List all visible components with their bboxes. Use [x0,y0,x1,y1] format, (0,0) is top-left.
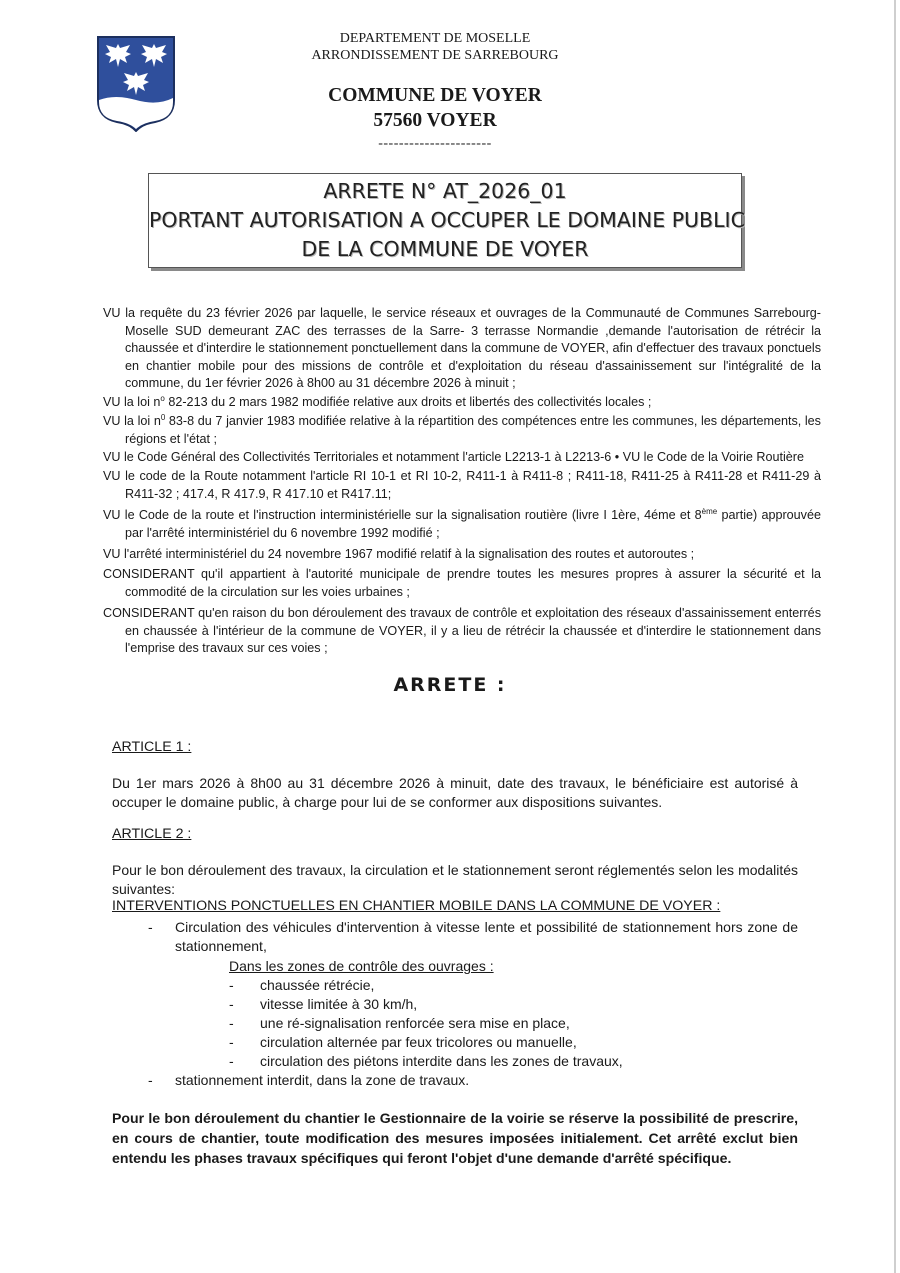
consideration-arrete-1967: VU l'arrêté interministériel du 24 novembre 1967 modifié relatif à la signalisation des routes et autoroutes ; [103,547,695,561]
list-item: - chaussée rétrécie, [229,977,375,993]
list-item: - une ré-signalisation renforcée sera mise en place, [229,1015,570,1031]
consideration-code-route: VU le code de la Route notamment l'article RI 10-1 et RI 10-2, R411-1 à R411-8 ; R411-18, R411-25 à R411-28 et R411-29 à R411-32 ; 417.4, R 417.9, R 417.10 et R417.11; [103,469,821,501]
coat-of-arms-icon [95,34,177,132]
consideration-securite: CONSIDERANT qu'il appartient à l'autorité municipale de prendre toutes les mesures propres à assurer la sécurité et la commodité de la circulation sur les voies urbaines ; [103,567,821,599]
header-commune-block [280,83,590,133]
decree-subject-continued: DE LA COMMUNE DE VOYER [301,237,589,261]
list-item: - vitesse limitée à 30 km/h, [229,996,418,1012]
consideration-travaux: CONSIDERANT qu'en raison du bon déroulement des travaux de contrôle et exploitation des réseaux d'assainissement enterrés en chaussée à l'intérieur de la commune de VOYER, il y a lieu de rétrécir la chaussée et d'interdire le stationnement dans l'emprise des travaux sur ces voies ; [103,606,821,656]
decision-heading: ARRETE : [393,674,507,696]
consideration-signalisation: VU le Code de la route et l'instruction interministérielle sur la signalisation routière (livre I 1ère, 4éme et 8ème partie) approuvée par l'arrêté interministériel du 6 novembre 1992 modifié ; [103,506,821,540]
list-item: - circulation alternée par feux tricolores ou manuelle, [229,1034,577,1050]
department-name: DEPARTEMENT DE MOSELLE [339,31,531,46]
bullet-vehicle-circulation: - Circulation des véhicules d'intervention à vitesse lente et possibilité de stationnement hors zone de stationnement, [148,919,798,955]
commune-name: COMMUNE DE VOYER [328,85,542,106]
article-1-label: ARTICLE 1 : [112,739,192,755]
interventions-title: INTERVENTIONS PONCTUELLES EN CHANTIER MOBILE DANS LA COMMUNE DE VOYER : [112,898,721,914]
decree-title-box [148,173,745,268]
article-1-text: Du 1er mars 2026 à 8h00 au 31 décembre 2026 à minuit, date des travaux, le bénéficiaire est autorisé à occuper le domaine public, à charge pour lui de se conformer aux dispositions suivantes. [112,775,798,811]
decree-number: ARRETE N° AT_2026_01 [323,179,567,203]
header-separator: ---------------------- [378,136,492,151]
article-2-text: Pour le bon déroulement des travaux, la circulation et le stationnement seront réglementés selon les modalités suivantes: [112,862,798,898]
arrondissement-name: ARRONDISSEMENT DE SARREBOURG [311,48,559,63]
scan-edge-divider [894,0,896,1273]
article-2-label: ARTICLE 2 : [112,826,192,842]
commune-postal: 57560 VOYER [373,110,497,131]
consideration-request: VU la requête du 23 février 2026 par laquelle, le service réseaux et ouvrages de la Communauté de Communes Sarrebourg-Moselle SUD demeurant ZAC des terrasses de la Sarre- 3 terrasse Normandie ,demande l'autorisation de rétrécir la chaussée et d'interdire le stationnement ponctuellement dans la commune de VOYER, afin d'effectuer des travaux ponctuels en chantier mobile pour des missions de contrôle et d'exploitation du réseau d'assainissement sur l'intégralité de la commune, du 1er février 2026 à 8h00 au 31 décembre 2026 à minuit ; [103,306,821,391]
decree-subject: PORTANT AUTORISATION A OCCUPER LE DOMAINE PUBLIC [149,208,745,232]
consideration-law-1983: VU la loi $n^0$ 83-8 du 7 janvier 1983 modifiée relative à la répartition des compétences entre les communes, les départements, les régions et l'état ; [103,412,821,446]
consideration-law-1982: VU la loi $n^o$ 82-213 du 2 mars 1982 modifiée relative aux droits et libertés des collectivités locales ; [103,393,652,409]
consideration-cgct: VU le Code Général des Collectivités Territoriales et notamment l'article L2213-1 à L2213-6 • VU le Code de la Voirie Routière [103,450,804,464]
list-item: - circulation des piétons interdite dans les zones de travaux, [229,1053,623,1069]
control-zones-title: Dans les zones de contrôle des ouvrages : [229,958,494,974]
header-department-block [280,30,590,64]
bullet-parking-forbidden: - stationnement interdit, dans la zone de travaux. [148,1072,470,1088]
final-note: Pour le bon déroulement du chantier le Gestionnaire de la voirie se réserve la possibilité de prescrire, en cours de chantier, toute modification des mesures imposées initialement. Cet arrêté exclut bien entendu les phases travaux spécifiques qui feront l'objet d'une demande d'arrêté spécifique. [112,1110,798,1166]
